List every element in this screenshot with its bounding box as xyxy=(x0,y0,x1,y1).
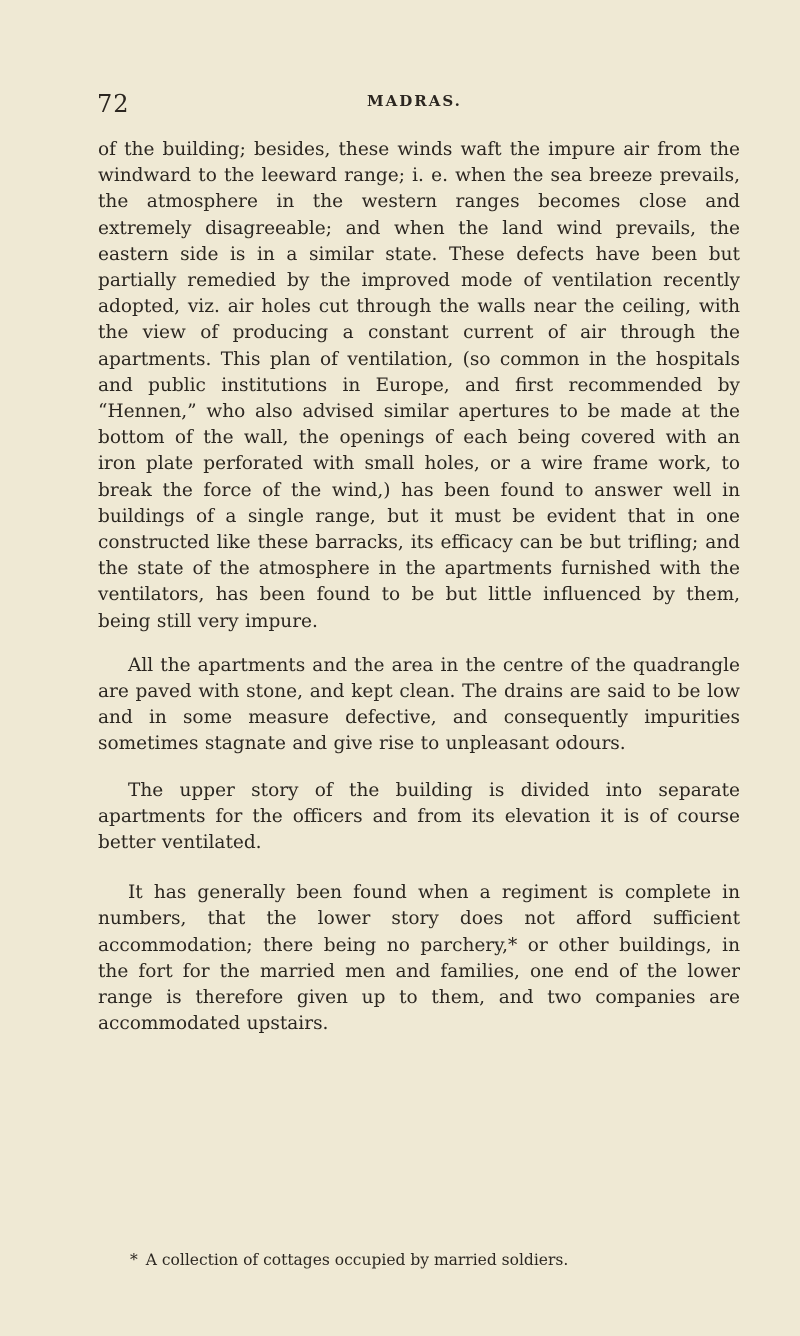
running-head: MADRAS. xyxy=(367,92,462,110)
footnote-mark: * xyxy=(130,1251,138,1269)
paragraph-quadrangle: All the apartments and the area in the centre of the quadrangle are paved with stone, and kept clean. The drains are said to be low and in some measure defective, and consequently impurities sometimes stagnate and give rise to unpleasant odours. xyxy=(98,654,740,755)
paragraph-accommodation: It has generally been found when a regiment is complete in numbers, that the lower story does not afford sufficient accommodation; there being no parchery,* or other buildings, in the fort for the married men and families, one end of the lower range is therefore given up to them, and two companies are accommodated upstairs. xyxy=(98,882,740,1035)
paragraph-ventilation: of the building; besides, these winds waft the impure air from the windward to the leeward range; i. e. when the sea breeze prevails, the atmosphere in the western ranges becomes close and extremely disagreeable; and when the land wind prevails, the eastern side is in a similar state. These defects have been but partially remedied by the improved mode of ventilation recently adopted, viz. air holes cut through the walls near the ceiling, with the view of producing a constant current of air through the apartments. This plan of ventilation, (so common in the hospitals and public institutions in Europe, and first recommended by “Hennen,” who also advised similar apertures to be made at the bottom of the wall, the openings of each being covered with an iron plate perforated with small holes, or a wire frame work, to break the force of the wind,) has been found to answer well in buildings of a single range, but it must be evident that in one constructed like these barracks, its efficacy can be but trifling; and the state of the atmosphere in the apartments furnished with the ventilators, has been found to be but little influenced by them, being still very impure. xyxy=(98,139,740,632)
page-header xyxy=(97,90,737,120)
body-text xyxy=(98,137,740,1038)
paragraph-upper-story: The upper story of the building is divided into separate apartments for the officers and from its elevation it is of course better ventilated. xyxy=(98,779,740,854)
page-number: 72 xyxy=(97,90,130,118)
footnote xyxy=(130,1249,730,1271)
footnote-text: A collection of cottages occupied by married soldiers. xyxy=(145,1251,569,1269)
